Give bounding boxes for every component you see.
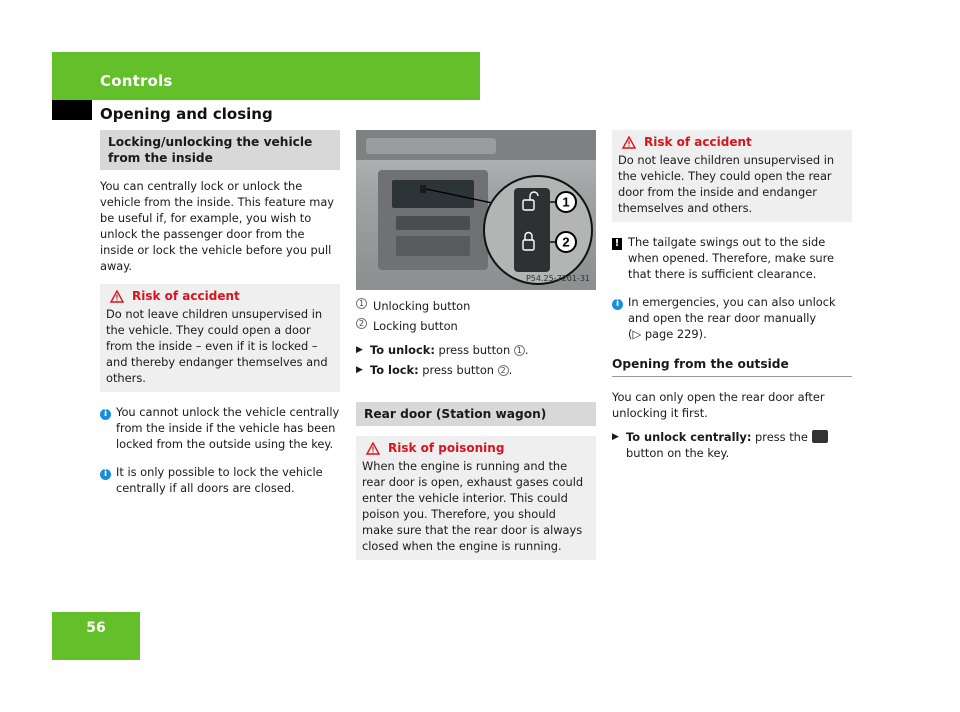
body-paragraph: You can only open the rear door after unlocking it first. <box>612 390 825 420</box>
caution-note-text: The tailgate swings out to the side when opened. Therefore, make sure that there is sufficient clearance. <box>628 235 835 281</box>
legend-text: Unlocking button <box>373 299 471 313</box>
exclamation-icon: ! <box>612 238 622 250</box>
legend-number: 2 <box>356 318 367 329</box>
page-reference: (▷ page 229). <box>628 327 707 341</box>
arrow-icon: ▶ <box>356 365 363 375</box>
step-label: To unlock: <box>370 343 435 357</box>
step-text: button on the key. <box>626 446 730 460</box>
step-label: To unlock centrally: <box>626 430 752 444</box>
section-title: Controls <box>100 72 173 90</box>
legend-item <box>356 298 596 314</box>
header-black-tab <box>52 100 92 120</box>
info-note-text: It is only possible to lock the vehicle centrally if all doors are closed. <box>116 465 323 495</box>
page-number: 56 <box>86 620 106 636</box>
arrow-icon: ▶ <box>612 432 619 442</box>
step-unlock: ▶ To unlock: press button 1 . <box>356 343 529 357</box>
warning-triangle-icon <box>622 136 636 149</box>
legend-text: Locking button <box>373 319 458 333</box>
step-text: press the <box>755 430 808 444</box>
step-number: 1 <box>514 345 525 356</box>
section-heading-locking: Locking/unlocking the vehicle from the inside <box>100 130 340 170</box>
info-note-text: You cannot unlock the vehicle centrally from the inside if the vehicle has been locked from the outside using the key. <box>116 405 340 451</box>
warning-triangle-icon <box>110 290 124 303</box>
info-icon: i <box>100 469 111 480</box>
warning-title-text: Risk of accident <box>644 135 752 149</box>
step-label: To lock: <box>370 363 419 377</box>
warning-title <box>106 288 334 304</box>
caution-note <box>612 234 852 282</box>
info-note <box>100 464 340 496</box>
column-middle <box>356 130 596 560</box>
warning-text: When the engine is running and the rear door is open, exhaust gases could enter the vehicle interior. This could poison you. Therefore, you should make sure that the rear door is always closed when the engine is running. <box>362 459 584 553</box>
info-note-text: In emergencies, you can also unlock and open the rear door manually <box>628 295 836 325</box>
warning-box-accident <box>100 284 340 392</box>
warning-title <box>618 134 846 150</box>
step-lock: ▶ To lock: press button 2 . <box>356 363 513 377</box>
image-code: P54.25-7201-31 <box>525 274 590 283</box>
warning-text: Do not leave children unsupervised in the vehicle. They could open the rear door from the inside and endanger themselves and others. <box>618 153 835 215</box>
warning-title-text: Risk of accident <box>132 289 240 303</box>
callout-1: 1 <box>562 194 570 210</box>
dashboard-illustration <box>356 130 596 290</box>
step-unlock-centrally <box>612 429 852 461</box>
callout-2: 2 <box>562 234 570 250</box>
step-text: press button <box>422 363 495 377</box>
step-number: 2 <box>498 365 509 376</box>
subheading-opening-outside: Opening from the outside <box>612 356 852 377</box>
unlock-key-icon <box>812 430 828 443</box>
warning-text: Do not leave children unsupervised in the vehicle. They could open a door from the inside – even if it is locked – and thereby endanger themselves and others. <box>106 307 328 385</box>
warning-box-accident <box>612 130 852 222</box>
step-text: press button <box>438 343 511 357</box>
info-icon: i <box>612 299 623 310</box>
info-icon: i <box>100 409 111 420</box>
warning-box-poisoning <box>356 436 596 560</box>
dashboard-photo <box>356 130 596 290</box>
warning-title <box>362 440 590 456</box>
legend-number: 1 <box>356 298 367 309</box>
section-heading-rear-door: Rear door (Station wagon) <box>356 402 596 426</box>
warning-title-text: Risk of poisoning <box>388 441 505 455</box>
intro-paragraph: You can centrally lock or unlock the vehicle from the inside. This feature may be useful if, for example, you wish to unlock the passenger door from the inside or lock the vehicle before you pull away. <box>100 179 335 273</box>
legend-item <box>356 318 596 334</box>
column-right <box>612 130 852 461</box>
warning-triangle-icon <box>366 442 380 455</box>
chapter-title: Opening and closing <box>100 105 273 123</box>
arrow-icon: ▶ <box>356 345 363 355</box>
info-note <box>100 404 340 452</box>
column-left <box>100 130 340 496</box>
page-number-box <box>52 612 140 660</box>
info-note <box>612 294 852 342</box>
